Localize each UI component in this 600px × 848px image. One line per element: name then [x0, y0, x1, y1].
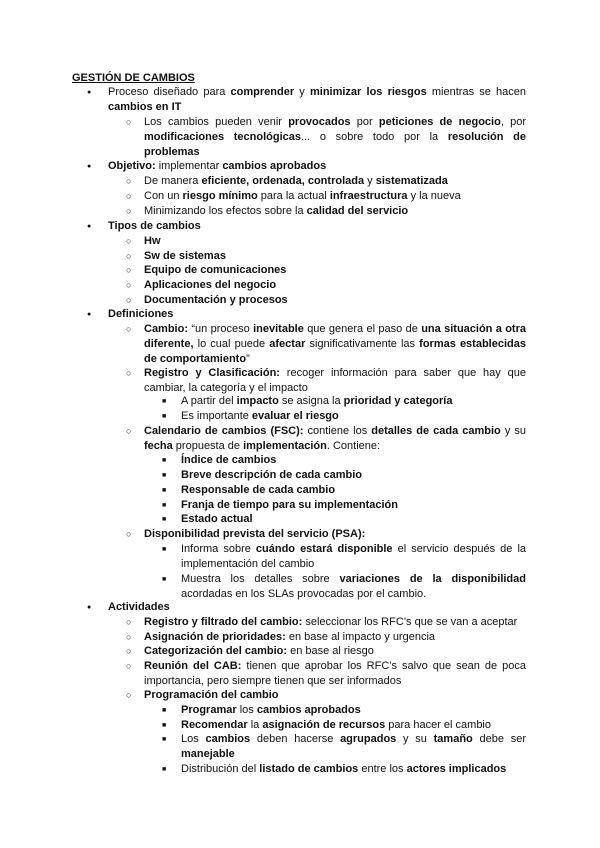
- text: que genera el paso de: [303, 323, 422, 335]
- bold-text: Equipo de comunicaciones: [144, 264, 287, 276]
- bold-text: actores implicados: [406, 763, 507, 775]
- bullet-icon: [87, 600, 91, 616]
- list-item-level-3: [181, 718, 526, 733]
- bold-text: una situación a otra diferente,: [144, 323, 526, 350]
- text: y su: [500, 425, 526, 437]
- bold-text: manejable: [181, 747, 235, 760]
- bullet-icon: [126, 204, 131, 220]
- bold-text: Breve descripción de cada cambio: [181, 469, 362, 481]
- bullet-icon: [126, 278, 131, 294]
- list-item-level-3: [181, 512, 526, 527]
- list-item-level-2: [144, 263, 526, 278]
- list-item-level-2: [144, 234, 526, 249]
- bold-text: formas establecidas de comportamiento: [144, 337, 526, 365]
- text: De manera: [144, 175, 202, 187]
- bold-text: Tipos de cambios: [108, 220, 201, 232]
- bullet-icon: [126, 366, 131, 382]
- list-item-level-3: [181, 542, 526, 572]
- text: recoger información para saber que hay que cambiar, la categoría y el impacto: [144, 367, 526, 394]
- list-item-level-3: [181, 498, 526, 513]
- text: lo cual puede: [193, 337, 270, 350]
- bold-text: Asignación de prioridades:: [144, 631, 286, 643]
- list-item-level-2: [144, 249, 526, 264]
- bullet-icon: [162, 453, 166, 469]
- bold-text: cambios aprobados: [222, 160, 327, 172]
- bold-text: resolución de problemas: [144, 130, 526, 158]
- bold-text: sistematizada: [375, 175, 448, 187]
- bullet-icon: [162, 542, 166, 558]
- list-item-level-2: [144, 659, 526, 689]
- text: Proceso diseñado para: [108, 86, 231, 98]
- bold-text: Cambio:: [144, 323, 188, 335]
- bold-text: Programar: [181, 704, 237, 716]
- bold-text: Programación del cambio: [144, 689, 279, 701]
- text: mientras se hacen: [426, 86, 527, 98]
- list-item-level-2: [144, 174, 526, 189]
- list-item-level-2: [144, 630, 526, 645]
- list-item-level-1: [108, 219, 526, 234]
- list-item-level-2: [144, 278, 526, 293]
- list-item-level-2: [144, 688, 526, 703]
- text: se asigna la: [278, 395, 344, 407]
- bold-text: Categorización del cambio:: [144, 645, 288, 657]
- text: A partir del: [181, 395, 237, 407]
- list-item-level-3: [181, 703, 526, 718]
- bold-text: Documentación y procesos: [144, 294, 288, 306]
- list-item-level-3: [181, 409, 526, 424]
- bold-text: Índice de cambios: [181, 454, 277, 466]
- bold-text: prioridad y categoría: [343, 395, 453, 407]
- text: Los: [181, 733, 206, 745]
- text: por: [350, 116, 379, 128]
- list-item-level-2: [144, 366, 526, 396]
- bold-text: tamaño: [433, 733, 473, 745]
- text: Con un: [144, 190, 183, 202]
- text: . Contiene:: [326, 439, 381, 452]
- bold-text: cambios aprobados: [256, 704, 361, 716]
- list-item-level-2: [144, 644, 526, 659]
- bold-text: Disponibilidad prevista del servicio (PSA):: [144, 528, 366, 540]
- text: “un proceso: [188, 323, 254, 335]
- bullet-icon: [162, 572, 166, 588]
- bold-text: cambios en IT: [108, 100, 182, 113]
- bold-text: Actividades: [108, 601, 170, 613]
- list-item-level-2: [144, 424, 526, 454]
- text: Minimizando los efectos sobre la: [144, 205, 307, 217]
- bold-text: Estado actual: [181, 513, 253, 525]
- bullet-icon: [87, 307, 91, 323]
- bold-text: evaluar el riesgo: [251, 410, 339, 422]
- bold-text: inevitable: [253, 323, 304, 335]
- bullet-icon: [162, 703, 166, 719]
- list-item-level-2: [144, 115, 526, 160]
- text: para la actual: [257, 190, 330, 202]
- bold-text: peticiones de negocio: [378, 116, 501, 128]
- text: deben hacerse: [250, 733, 341, 745]
- bullet-icon: [126, 527, 131, 543]
- text: y la nueva: [407, 190, 461, 202]
- list-item-level-3: [181, 468, 526, 483]
- bold-text: impacto: [236, 395, 279, 407]
- text: significativamente las: [305, 337, 420, 350]
- text: y: [294, 86, 310, 98]
- text: en base al impacto y urgencia: [285, 631, 436, 643]
- text: Informa sobre: [181, 543, 256, 555]
- bullet-icon: [162, 762, 166, 778]
- bullet-icon: [126, 615, 131, 631]
- text: entre los: [358, 763, 407, 775]
- text: la: [247, 719, 263, 731]
- list-item-level-3: [181, 453, 526, 468]
- page-title: GESTIÓN DE CAMBIOS: [72, 72, 195, 84]
- text: contiene los: [303, 425, 372, 437]
- list-item-level-3: [181, 732, 526, 762]
- list-item-level-3: [181, 394, 526, 409]
- list-item-level-2: [144, 204, 526, 219]
- bullet-icon: [162, 483, 166, 499]
- text: y su: [396, 733, 434, 745]
- bold-text: infraestructura: [329, 190, 408, 202]
- text: ... o sobre todo por la: [301, 130, 448, 143]
- bullet-icon: [126, 424, 131, 440]
- text: para hacer el cambio: [385, 719, 491, 731]
- bold-text: fecha: [144, 439, 173, 452]
- text: Los cambios pueden venir: [144, 116, 289, 128]
- bold-text: listado de cambios: [259, 763, 359, 775]
- list-item-level-2: [144, 322, 526, 367]
- text: el servicio después de la implementación del cambio: [181, 543, 527, 570]
- bold-text: eficiente, ordenada, controlada: [201, 175, 365, 187]
- bullet-icon: [126, 688, 131, 704]
- bullet-icon: [87, 159, 91, 175]
- bullet-icon: [87, 85, 91, 101]
- text: y: [364, 175, 376, 187]
- bullet-icon: [162, 394, 166, 410]
- bullet-icon: [126, 263, 131, 279]
- bold-text: Registro y Clasificación:: [144, 367, 280, 379]
- bullet-icon: [162, 512, 166, 528]
- bold-text: Recomendar: [181, 719, 248, 731]
- list-item-level-3: [181, 572, 526, 602]
- bullet-icon: [126, 322, 131, 338]
- bold-text: modificaciones tecnológicas: [144, 130, 302, 143]
- bold-text: cuándo estará disponible: [255, 543, 393, 555]
- text: seleccionar los RFC’s que se van a aceptar: [302, 616, 518, 628]
- bold-text: Hw: [144, 235, 161, 247]
- bullet-icon: [126, 189, 131, 205]
- text: debe ser: [472, 733, 526, 745]
- bullet-icon: [162, 409, 166, 425]
- text: los: [236, 704, 257, 716]
- list-item-level-2: [144, 615, 526, 630]
- bold-text: provocados: [288, 116, 351, 128]
- text: Distribución del: [181, 763, 260, 775]
- text: propuesta de: [172, 439, 244, 452]
- bold-text: implementación: [243, 439, 327, 452]
- list-item-level-2: [144, 293, 526, 308]
- bullet-icon: [126, 644, 131, 660]
- bold-text: Sw de sistemas: [144, 250, 226, 262]
- text: tienen que aprobar los RFC’s salvo que sean de poca importancia, pero siempre tienen que ser informados: [144, 660, 527, 687]
- bold-text: Responsable de cada cambio: [181, 484, 336, 496]
- bullet-icon: [87, 219, 91, 235]
- text: Muestra los detalles sobre: [181, 573, 340, 585]
- bold-text: Franja de tiempo para su implementación: [181, 499, 398, 511]
- list-item-level-1: [108, 600, 526, 615]
- list-item-level-3: [181, 483, 526, 498]
- bullet-icon: [126, 659, 131, 675]
- bold-text: calidad del servicio: [306, 205, 409, 217]
- bold-text: Aplicaciones del negocio: [144, 279, 277, 291]
- text: en base al riesgo: [287, 645, 374, 657]
- bold-text: minimizar los riesgos: [309, 86, 427, 98]
- list-item-level-1: [108, 85, 526, 115]
- bold-text: comprender: [230, 86, 295, 98]
- bold-text: riesgo mínimo: [182, 190, 258, 202]
- bullet-icon: [162, 732, 166, 748]
- text: , por: [500, 116, 527, 128]
- bold-text: Definiciones: [108, 308, 174, 320]
- list-item-level-2: [144, 527, 526, 542]
- text: Es importante: [181, 410, 252, 422]
- bold-text: cambios: [205, 733, 251, 745]
- text: implementar: [155, 160, 223, 172]
- text: ”: [246, 352, 250, 365]
- bold-text: Reunión del CAB:: [144, 660, 242, 672]
- bullet-icon: [162, 468, 166, 484]
- list-item-level-1: [108, 307, 526, 322]
- bold-text: agrupados: [340, 733, 397, 745]
- bold-text: Calendario de cambios (FSC):: [144, 425, 304, 437]
- list-item-level-2: [144, 189, 526, 204]
- bold-text: Objetivo:: [108, 160, 156, 172]
- bold-text: variaciones de la disponibilidad: [339, 573, 526, 585]
- bullet-icon: [126, 115, 131, 131]
- bold-text: Registro y filtrado del cambio:: [144, 616, 303, 628]
- list-item-level-1: [108, 159, 526, 174]
- bold-text: asignación de recursos: [262, 719, 386, 731]
- bold-text: detalles de cada cambio: [371, 425, 501, 437]
- text: acordadas en los SLAs provocadas por el cambio.: [181, 587, 427, 600]
- bullet-icon: [126, 234, 131, 250]
- bullet-icon: [126, 174, 131, 190]
- bold-text: afectar: [269, 337, 306, 350]
- list-item-level-3: [181, 762, 526, 777]
